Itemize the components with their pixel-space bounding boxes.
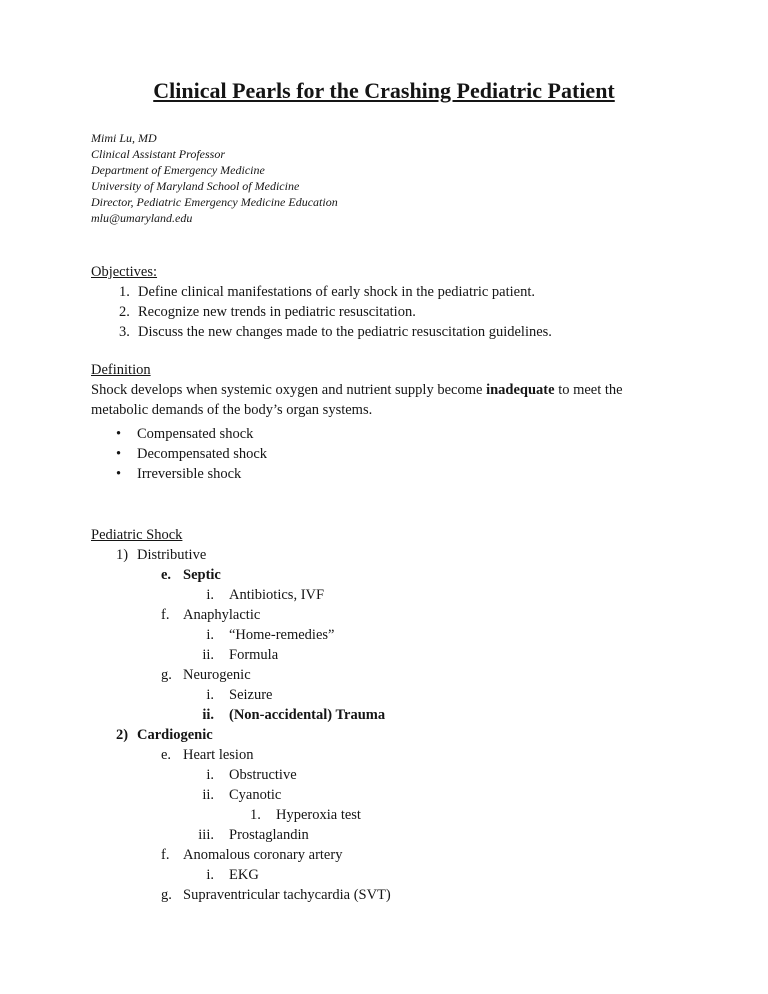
bullet-text: Decompensated shock [137, 446, 268, 462]
outline-text: Cyanotic [229, 787, 282, 803]
outline-item [0, 565, 768, 585]
outline-marker: ii. [202, 787, 214, 803]
outline-text: Obstructive [229, 767, 297, 783]
list-number: 2. [119, 304, 130, 320]
outline-item [0, 645, 768, 665]
outline-item [0, 825, 768, 845]
pediatric-shock-heading: Pediatric Shock [91, 527, 183, 543]
outline-marker: g. [161, 887, 172, 903]
bullet-text: Irreversible shock [137, 466, 242, 482]
outline-marker: 1) [116, 547, 129, 563]
emphasized-word: inadequate [486, 382, 555, 398]
outline-marker: e. [161, 747, 172, 763]
list-number: 1. [119, 284, 130, 300]
list-item [0, 444, 768, 464]
outline-text: Anomalous coronary artery [183, 847, 343, 863]
outline-text: Anaphylactic [183, 607, 261, 623]
objective-text: Define clinical manifestations of early shock in the pediatric patient. [138, 284, 535, 300]
outline-marker: ii. [202, 647, 214, 663]
outline-text: “Home-remedies” [229, 627, 335, 643]
outline-marker: i. [206, 627, 214, 643]
objective-item [0, 302, 768, 322]
list-item [0, 424, 768, 444]
outline-item [0, 785, 768, 805]
shock-types-list [0, 424, 768, 484]
outline-item [0, 605, 768, 625]
outline-text: Seizure [229, 687, 273, 703]
objectives-section [0, 262, 768, 342]
outline-text: Hyperoxia test [276, 807, 361, 823]
outline-text: Prostaglandin [229, 827, 309, 843]
author-name: Mimi Lu, MD [91, 131, 157, 145]
outline-item [0, 725, 768, 745]
outline-marker: ii. [202, 707, 214, 723]
outline-marker: i. [206, 767, 214, 783]
outline-text: EKG [229, 867, 259, 883]
outline-item [0, 545, 768, 565]
outline-marker: iii. [198, 827, 214, 843]
bullet-icon: • [116, 466, 122, 482]
outline-item [0, 845, 768, 865]
outline-item [0, 625, 768, 645]
bullet-icon: • [116, 426, 122, 442]
outline-item [0, 585, 768, 605]
objective-item [0, 322, 768, 342]
list-item [0, 464, 768, 484]
objectives-heading: Objectives: [91, 264, 158, 280]
outline-marker: g. [161, 667, 172, 683]
list-number: 3. [119, 324, 130, 340]
bullet-text: Compensated shock [137, 426, 254, 442]
author-email: mlu@umaryland.edu [91, 211, 193, 225]
outline-marker: i. [206, 867, 214, 883]
definition-section [0, 360, 768, 484]
outline-text: Neurogenic [183, 667, 251, 683]
outline-marker: f. [161, 607, 170, 623]
page-title: Clinical Pearls for the Crashing Pediatric Patient [153, 78, 615, 103]
author-department: Department of Emergency Medicine [91, 163, 265, 177]
objective-text: Discuss the new changes made to the pediatric resuscitation guidelines. [138, 324, 552, 340]
author-block [91, 130, 338, 226]
author-institution: University of Maryland School of Medicine [91, 179, 300, 193]
outline-text: Heart lesion [183, 747, 254, 763]
outline-marker: f. [161, 847, 170, 863]
outline-text: Distributive [137, 547, 207, 563]
outline-item [0, 665, 768, 685]
outline-marker: i. [206, 587, 214, 603]
definition-heading: Definition [91, 362, 151, 378]
objective-text: Recognize new trends in pediatric resuscitation. [138, 304, 416, 320]
outline-text: Cardiogenic [137, 727, 213, 743]
outline-marker: 1. [250, 807, 261, 823]
outline-text: Septic [183, 567, 221, 583]
bullet-icon: • [116, 446, 122, 462]
outline-item [0, 865, 768, 885]
outline-item [0, 705, 768, 725]
outline-item [0, 885, 768, 905]
pediatric-shock-section [0, 525, 768, 905]
outline-item [0, 765, 768, 785]
outline-marker: i. [206, 687, 214, 703]
author-role: Clinical Assistant Professor [91, 147, 226, 161]
outline-item [0, 745, 768, 765]
outline-text: Supraventricular tachycardia (SVT) [183, 887, 391, 903]
author-position: Director, Pediatric Emergency Medicine Education [91, 195, 338, 209]
objective-item [0, 282, 768, 302]
outline-text: (Non-accidental) Trauma [229, 707, 386, 723]
outline-marker: 2) [116, 727, 129, 743]
outline-item [0, 685, 768, 705]
outline-item [0, 805, 768, 825]
outline-marker: e. [161, 567, 172, 583]
outline-text: Antibiotics, IVF [229, 587, 325, 603]
definition-paragraph: Shock develops when systemic oxygen and nutrient supply become inadequate to meet the metabolic demands of the body’s organ systems. [91, 382, 623, 418]
outline-text: Formula [229, 647, 279, 663]
